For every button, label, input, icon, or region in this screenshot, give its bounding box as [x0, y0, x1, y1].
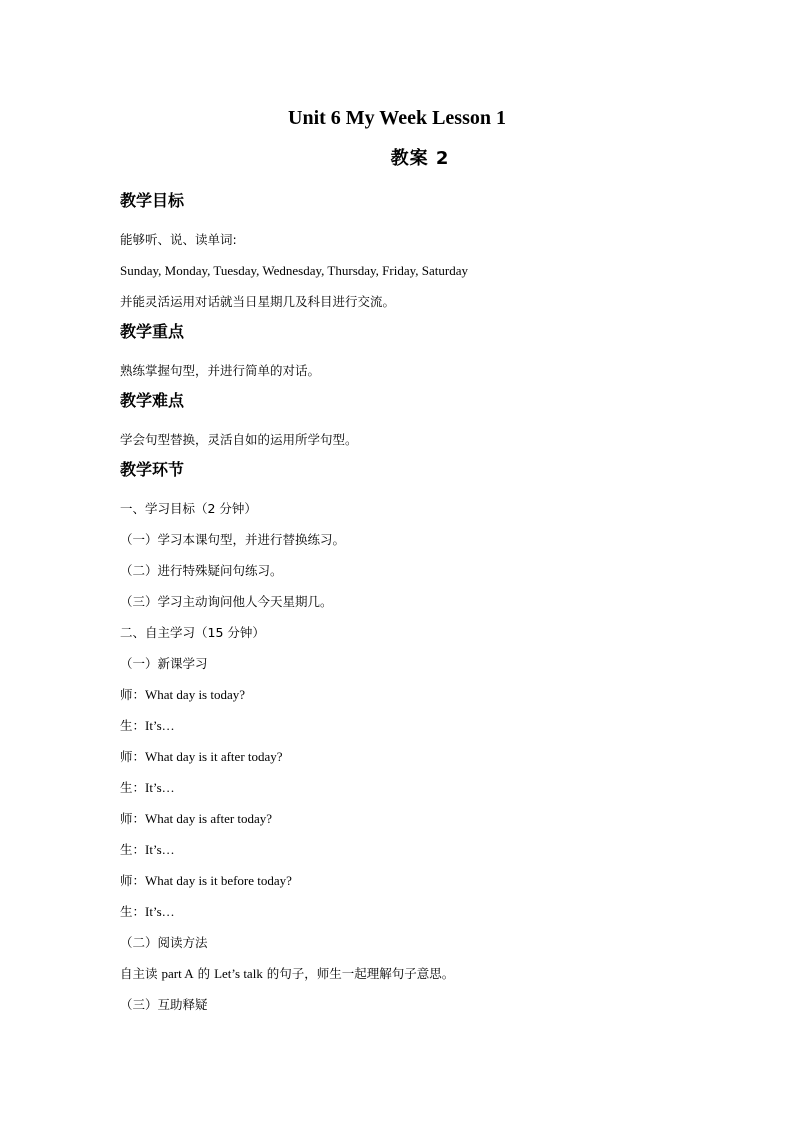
dialogue-line: [120, 896, 680, 927]
dialogue-line: [120, 710, 680, 741]
dialogue-text: What day is it after today?: [145, 749, 283, 764]
reading-method-heading: （二）阅读方法: [120, 935, 208, 950]
reading-text-part: 自主读: [120, 966, 162, 981]
procedure-line: （三）学习主动询问他人今天星期几。: [120, 594, 333, 609]
dialogue-line: [120, 865, 680, 896]
procedure-line: （二）进行特殊疑问句练习。: [120, 563, 283, 578]
dialogue-text: It’s…: [145, 780, 175, 795]
key-points-line-1: 熟练掌握句型，并进行简单的对话。: [120, 363, 321, 378]
dialogue-text: What day is after today?: [145, 811, 273, 826]
heading-objectives: 教学目标: [120, 191, 185, 210]
dialogue-speaker: 生：: [120, 718, 146, 733]
dialogue-line: [120, 803, 680, 834]
procedure-line: （一）新课学习: [120, 656, 208, 671]
dialogue-text: What day is it before today?: [145, 873, 292, 888]
objectives-line-3: 并能灵活运用对话就当日星期几及科目进行交流。: [120, 294, 396, 309]
procedure-line: （一）学习本课句型，并进行替换练习。: [120, 532, 346, 547]
dialogue-speaker: 生：: [120, 780, 146, 795]
dialogue-speaker: 生：: [120, 842, 146, 857]
heading-key-points: 教学重点: [120, 322, 185, 341]
heading-procedure: 教学环节: [120, 460, 185, 479]
objectives-line-1: 能够听、说、读单词:: [120, 232, 237, 247]
dialogue-text: What day is today?: [145, 687, 246, 702]
dialogue-text: It’s…: [145, 718, 175, 733]
procedure-line: 二、自主学习（15 分钟）: [120, 625, 265, 640]
reading-text-part: 的: [193, 966, 215, 981]
heading-difficulties: 教学难点: [120, 391, 185, 410]
reading-text-part: Let’s talk: [214, 966, 263, 981]
dialogue-speaker: 师：: [120, 811, 146, 826]
dialogue-speaker: 师：: [120, 873, 146, 888]
reading-method-line: [120, 958, 680, 989]
dialogue-text: It’s…: [145, 904, 175, 919]
dialogue-line: [120, 772, 680, 803]
reading-text-part: part A: [161, 966, 194, 981]
document-body: [120, 186, 680, 1020]
mutual-help-heading: （三）互助释疑: [120, 997, 208, 1012]
objectives-weekdays: Sunday, Monday, Tuesday, Wednesday, Thursday, Friday, Saturday: [120, 263, 468, 278]
dialogue-line: [120, 834, 680, 865]
dialogue-speaker: 师：: [120, 749, 146, 764]
dialogue-text: It’s…: [145, 842, 175, 857]
dialogue-line: [120, 741, 680, 772]
dialogue-line: [120, 679, 680, 710]
difficulties-line-1: 学会句型替换，灵活自如的运用所学句型。: [120, 432, 358, 447]
document-title: Unit 6 My Week Lesson 1: [288, 107, 506, 129]
procedure-line: 一、学习目标（2 分钟）: [120, 501, 257, 516]
document-subtitle: 教案 2: [390, 148, 450, 169]
dialogue-speaker: 师：: [120, 687, 146, 702]
dialogue-speaker: 生：: [120, 904, 146, 919]
reading-text-part: 的句子，师生一起理解句子意思。: [262, 966, 455, 981]
